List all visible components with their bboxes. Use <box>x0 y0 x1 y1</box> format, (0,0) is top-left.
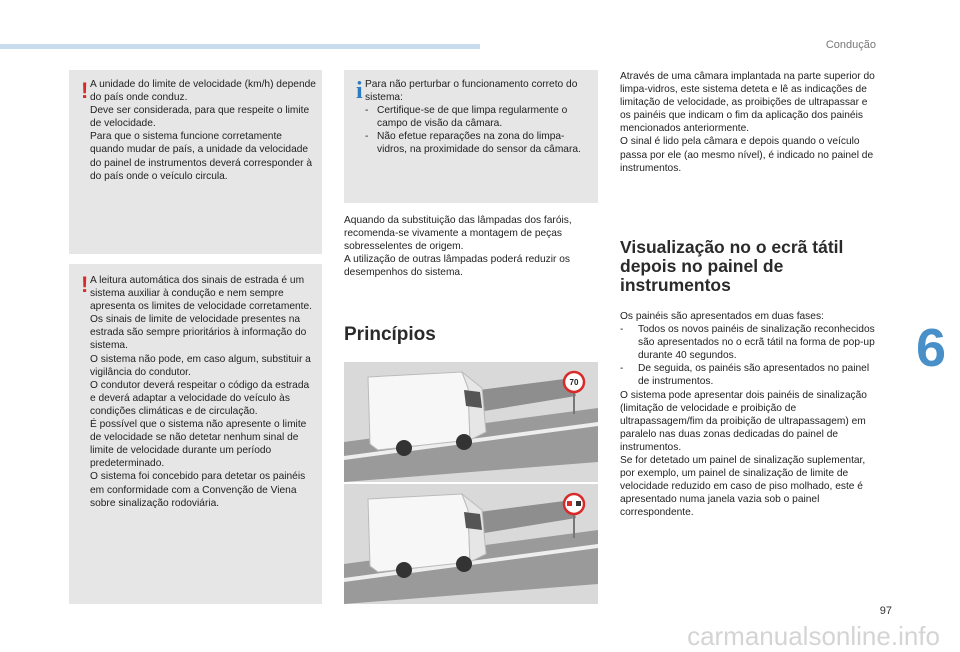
info-item: Certifique-se de que limpa regularmente o campo de visão da câmara. <box>377 105 568 130</box>
info-icon: i <box>356 78 363 104</box>
intro-text: O sinal é lido pela câmara e depois quando o veículo passa por ele (ao mesmo nível), é indicado no painel de instrumentos. <box>620 136 874 174</box>
lamp-note <box>344 214 598 279</box>
van-icon <box>368 494 486 578</box>
watermark: carmanualsonline.info <box>687 621 940 651</box>
chapter-number: 6 <box>916 318 947 378</box>
van-icon <box>368 372 486 456</box>
info-intro: Para não perturbar o funcionamento correto do sistema: <box>365 79 578 104</box>
info-box: i Para não perturbar o funcionamento correto do sistema: - Certifique-se de que limpa regularmente o campo de visão da câmara. - Não efetue reparações na zona do limpa-vidros, na proximidade do sensor da câmara. <box>344 70 598 203</box>
info-item: Não efetue reparações na zona do limpa-vidros, na proximidade do sensor da câmara. <box>377 131 581 156</box>
van-speed-sign-illustration <box>344 362 598 482</box>
right-intro <box>620 70 880 175</box>
display-intro: Os painéis são apresentados em duas fases: <box>620 311 824 322</box>
lamp-note-text: Aquando da substituição das lâmpadas dos faróis, recomenda-se vivamente a montagem de peças sobresselentes de origem. <box>344 215 572 253</box>
display-text: Se for detetado um painel de sinalização suplementar, por exemplo, um painel de sinalização de limite de velocidade reduzido em caso de piso molhado, este é apresentado numa janela vazia sob o painel correspondente. <box>620 455 866 519</box>
warning-text: Para que o sistema funcione corretamente quando mudar de país, a unidade da velocidade do painel de instrumentos deverá corresponder à do país onde o veículo circula. <box>90 131 312 182</box>
display-body: Os painéis são apresentados em duas fases: - Todos os novos painéis de sinalização reconhecidos são apresentados no o ecrã tátil na forma de pop-up durante 40 segundos. - De seguida, os painéis são apresentados no painel de instrumentos. O sistema pode apresentar dois painéis de sinalização (limitação de velocidade e proibição de ultrapassagem/fim da proibição de ultrapassagem) em paralelo nas duas zonas dedicadas do painel de instrumentos. Se for detetado um painel de sinalização suplementar, por exemplo, um painel de sinalização de limite de velocidade reduzido em caso de piso molhado, este é apresentado numa janela vazia sob o painel correspondente. <box>620 310 882 520</box>
warning-text: É possível que o sistema não apresente o limite de velocidade se não detetar nenhum sinal de limite de velocidade durante um período predeterminado. <box>90 419 307 470</box>
display-heading: Visualização no o ecrã tátil depois no painel de instrumentos <box>620 237 844 295</box>
principles-heading: Princípios <box>344 324 436 345</box>
display-item: Todos os novos painéis de sinalização reconhecidos são apresentados no o ecrã tátil na forma de pop-up durante 40 segundos. <box>638 324 875 362</box>
header-bar <box>0 44 480 49</box>
section-title: Condução <box>825 39 876 51</box>
display-item: De seguida, os painéis são apresentados no painel de instrumentos. <box>638 363 870 388</box>
intro-text: Através de uma câmara implantada na parte superior do limpa-vidros, este sistema deteta e lê as indicações de limitação de velocidade, as proibições de ultrapassar e os painéis que indicam o fim da aplicação dos painéis mencionados anteriormente. <box>620 71 875 135</box>
warning-text: O sistema não pode, em caso algum, substituir a vigilância do condutor. <box>90 353 311 378</box>
warning-text: A unidade do limite de velocidade (km/h) depende do país onde conduz. <box>90 79 316 104</box>
warning-box-reading <box>69 264 322 604</box>
warning-text: O sistema foi concebido para detetar os painéis em conformidade com a Convenção de Viena sobre sinalização rodoviária. <box>90 471 306 509</box>
warning-exclamation-icon: ! <box>81 272 89 297</box>
warning-text: O condutor deverá respeitar o código da estrada e deverá adaptar a velocidade do veículo às condições climáticas e de circulação. <box>90 379 310 417</box>
lamp-note-text: A utilização de outras lâmpadas poderá reduzir os desempenhos do sistema. <box>344 254 570 279</box>
warning-exclamation-icon: ! <box>81 78 89 103</box>
warning-text: A leitura automática dos sinais de estrada é um sistema auxiliar à condução e nem sempre apresenta os limites de velocidade corretamente. <box>90 275 312 313</box>
warning-box-unit <box>69 70 322 254</box>
display-text: O sistema pode apresentar dois painéis de sinalização (limitação de velocidade e proibição de ultrapassagem/fim da proibição de ultrapassagem) em paralelo nas duas zonas dedicadas do painel de instrumentos. <box>620 389 867 453</box>
warning-text: Os sinais de limite de velocidade presentes na estrada são sempre prioritários à informação do sistema. <box>90 314 307 352</box>
page-number: 97 <box>879 605 892 617</box>
van-no-overtaking-illustration <box>344 484 598 604</box>
warning-text: Deve ser considerada, para que respeite o limite de velocidade. <box>90 105 310 130</box>
speed-limit-value: 70 <box>569 378 579 387</box>
